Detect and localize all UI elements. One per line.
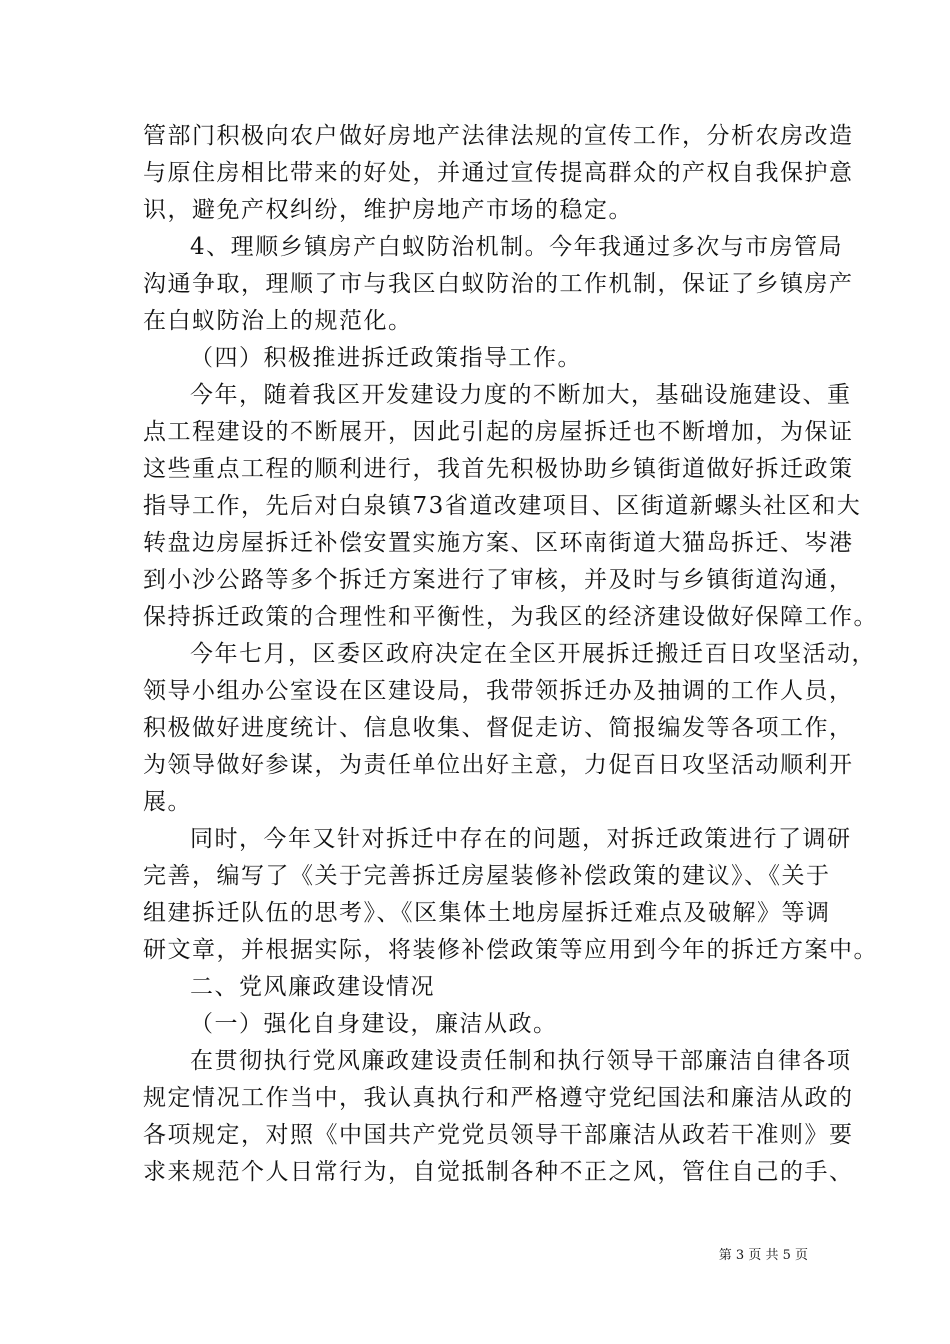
text-line: 这些重点工程的顺利进行，我首先积极协助乡镇街道做好拆迁政策 <box>143 456 854 482</box>
section-heading: 二、党风廉政建设情况 <box>190 974 435 1000</box>
text-line: 完善，编写了《关于完善拆迁房屋装修补偿政策的建议》、《关于 <box>143 863 831 889</box>
text-line: 点工程建设的不断展开，因此引起的房屋拆迁也不断增加，为保证 <box>143 419 854 445</box>
text-line: 研文章，并根据实际，将装修补偿政策等应用到今年的拆迁方案中。 <box>143 937 878 963</box>
text-line: 到小沙公路等多个拆迁方案进行了审核，并及时与乡镇街道沟通， <box>143 567 854 593</box>
text-line: 在白蚁防治上的规范化。 <box>143 308 413 334</box>
text-line: 今年，随着我区开发建设力度的不断加大，基础设施建设、重 <box>190 382 852 408</box>
text-line: 在贯彻执行党风廉政建设责任制和执行领导干部廉洁自律各项 <box>190 1048 852 1074</box>
text-line: 为领导做好参谋，为责任单位出好主意，力促百日攻坚活动顺利开 <box>143 752 854 778</box>
text-line: 沟通争取，理顺了市与我区白蚁防治的工作机制，保证了乡镇房产 <box>143 271 854 297</box>
text-line: 同时，今年又针对拆迁中存在的问题，对拆迁政策进行了调研 <box>190 826 852 852</box>
text-line: 4、理顺乡镇房产白蚁防治机制。今年我通过多次与市房管局 <box>190 234 844 260</box>
text-line: 展。 <box>143 789 192 815</box>
text-line: 领导小组办公室设在区建设局，我带领拆迁办及抽调的工作人员， <box>143 678 854 704</box>
section-heading: （四）积极推进拆迁政策指导工作。 <box>190 345 582 371</box>
text-line: 指导工作，先后对白泉镇73省道改建项目、区街道新螺头社区和大 <box>143 493 862 519</box>
text-line: 保持拆迁政策的合理性和平衡性，为我区的经济建设做好保障工作。 <box>143 604 878 630</box>
text-line: 积极做好进度统计、信息收集、督促走访、简报编发等各项工作， <box>143 715 854 741</box>
section-heading: （一）强化自身建设，廉洁从政。 <box>190 1011 558 1037</box>
text-line: 组建拆迁队伍的思考》、《区集体土地房屋拆迁难点及破解》等调 <box>143 900 831 926</box>
text-line: 转盘边房屋拆迁补偿安置实施方案、区环南街道大猫岛拆迁、岑港 <box>143 530 854 556</box>
page-number-footer: 第 3 页 共 5 页 <box>718 1248 808 1263</box>
text-line: 各项规定，对照《中国共产党党员领导干部廉洁从政若干准则》要 <box>143 1122 854 1148</box>
text-line: 识，避免产权纠纷，维护房地产市场的稳定。 <box>143 197 633 223</box>
text-line: 今年七月，区委区政府决定在全区开展拆迁搬迁百日攻坚活动， <box>190 641 876 667</box>
text-line: 与原住房相比带来的好处，并通过宣传提高群众的产权自我保护意 <box>143 160 854 186</box>
text-line: 管部门积极向农户做好房地产法律法规的宣传工作，分析农房改造 <box>143 123 854 149</box>
text-line: 求来规范个人日常行为，自觉抵制各种不正之风，管住自己的手、 <box>143 1159 854 1185</box>
text-line: 规定情况工作当中，我认真执行和严格遵守党纪国法和廉洁从政的 <box>143 1085 854 1111</box>
